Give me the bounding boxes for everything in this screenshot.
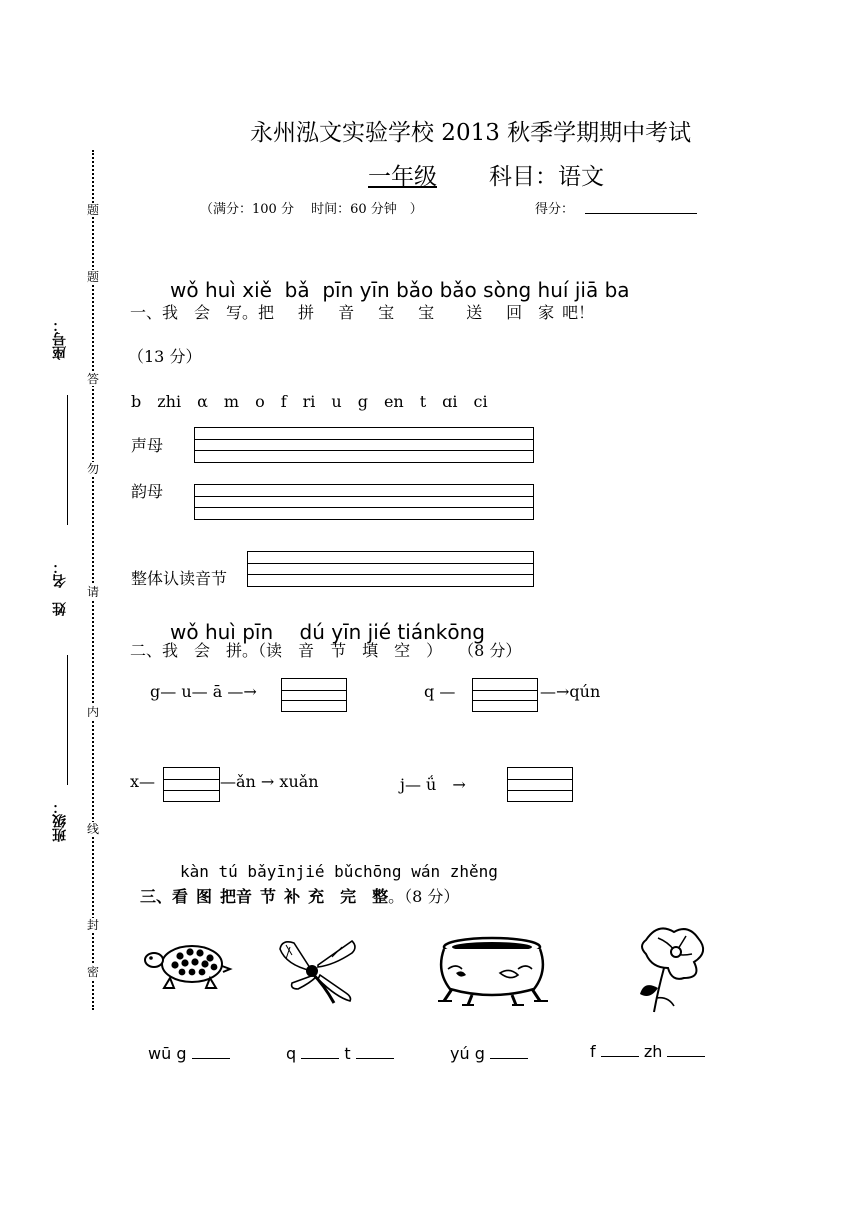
seat-fill-line [67,395,68,525]
answer-fishbowl: yú g [450,1044,528,1063]
flower-picture [628,920,712,1014]
exam-meta [200,198,575,217]
binding-char: 线 [87,822,100,836]
item1-left: g— u— ā —→ [150,682,257,701]
dragonfly-picture [272,935,360,1005]
class-label: 班级： [52,800,68,842]
binding-char: 题 [87,203,100,217]
item2-left: q — [424,682,456,701]
item2-right: —→qún [540,682,601,701]
turtle-picture [142,938,234,994]
section1-letters: b zhi α m o f ri u g en t ɑi ci [131,392,488,411]
yunmu-label: 韵母 [131,482,164,501]
blank-line[interactable] [601,1056,639,1057]
item4-left: j— ǘ → [400,775,466,794]
subject: 科目：语文 [489,164,604,190]
shengmu-writing-grid[interactable] [194,427,534,463]
blank-line[interactable] [192,1058,230,1059]
exam-title: 永州泓文实验学校 2013 秋季学期期中考试 [250,120,692,146]
fishbowl-picture [432,935,552,1007]
binding-char: 内 [87,705,100,719]
binding-char: 答 [87,372,100,386]
binding-char: 密 [87,965,100,979]
zhengti-label: 整体认读音节 [131,569,228,588]
seat-label: 座号： [52,318,68,360]
meta-text: （满分：100 分 时间：60 分钟 ） [200,202,423,217]
shengmu-label: 声母 [131,436,164,455]
item4-grid[interactable] [507,767,573,802]
zhengti-writing-grid[interactable] [247,551,534,587]
blank-line[interactable] [490,1058,528,1059]
grade: 一年级 [368,164,437,190]
item3-grid[interactable] [163,767,220,802]
score-line [585,213,697,214]
section2-pinyin: wǒ huì pīn dú yīn jié tiánkōng [170,620,485,644]
section1-heading: 一、我 会 写。把 拼 音 宝 宝 送 回 家 吧！ [130,303,595,322]
blank-line[interactable] [667,1056,705,1057]
answer-dragonfly: q t [286,1044,394,1063]
answer-flower: f zh [590,1042,705,1061]
name-fill-line [67,655,68,785]
binding-char: 题 [87,270,100,284]
item2-grid[interactable] [472,678,538,712]
item1-grid[interactable] [281,678,347,712]
name-label: 姓 名： [52,560,68,616]
section3-pinyin: kàn tú bǎyīnjié bǔchōng wán zhěng [180,862,498,881]
section3-heading: 三、看 图 把音 节 补 充 完 整。（8 分） [140,887,460,906]
binding-char: 勿 [87,462,100,476]
section1-score: （13 分） [128,347,202,366]
section2-heading: 二、我 会 拼。（读 音 节 填 空 ） （8 分） [130,641,522,660]
binding-char: 封 [87,918,100,932]
item3-right: —ǎn → xuǎn [220,772,319,791]
grade-subject-line [368,158,604,191]
answer-turtle: wū g [148,1044,230,1063]
binding-char: 请 [87,585,100,599]
blank-line[interactable] [301,1058,339,1059]
yunmu-writing-grid[interactable] [194,484,534,520]
item3-left: x— [130,772,156,791]
section1-pinyin: wǒ huì xiě bǎ pīn yīn bǎo bǎo sòng huí jiā ba [170,278,630,302]
score-label: 得分： [535,202,575,217]
blank-line[interactable] [356,1058,394,1059]
